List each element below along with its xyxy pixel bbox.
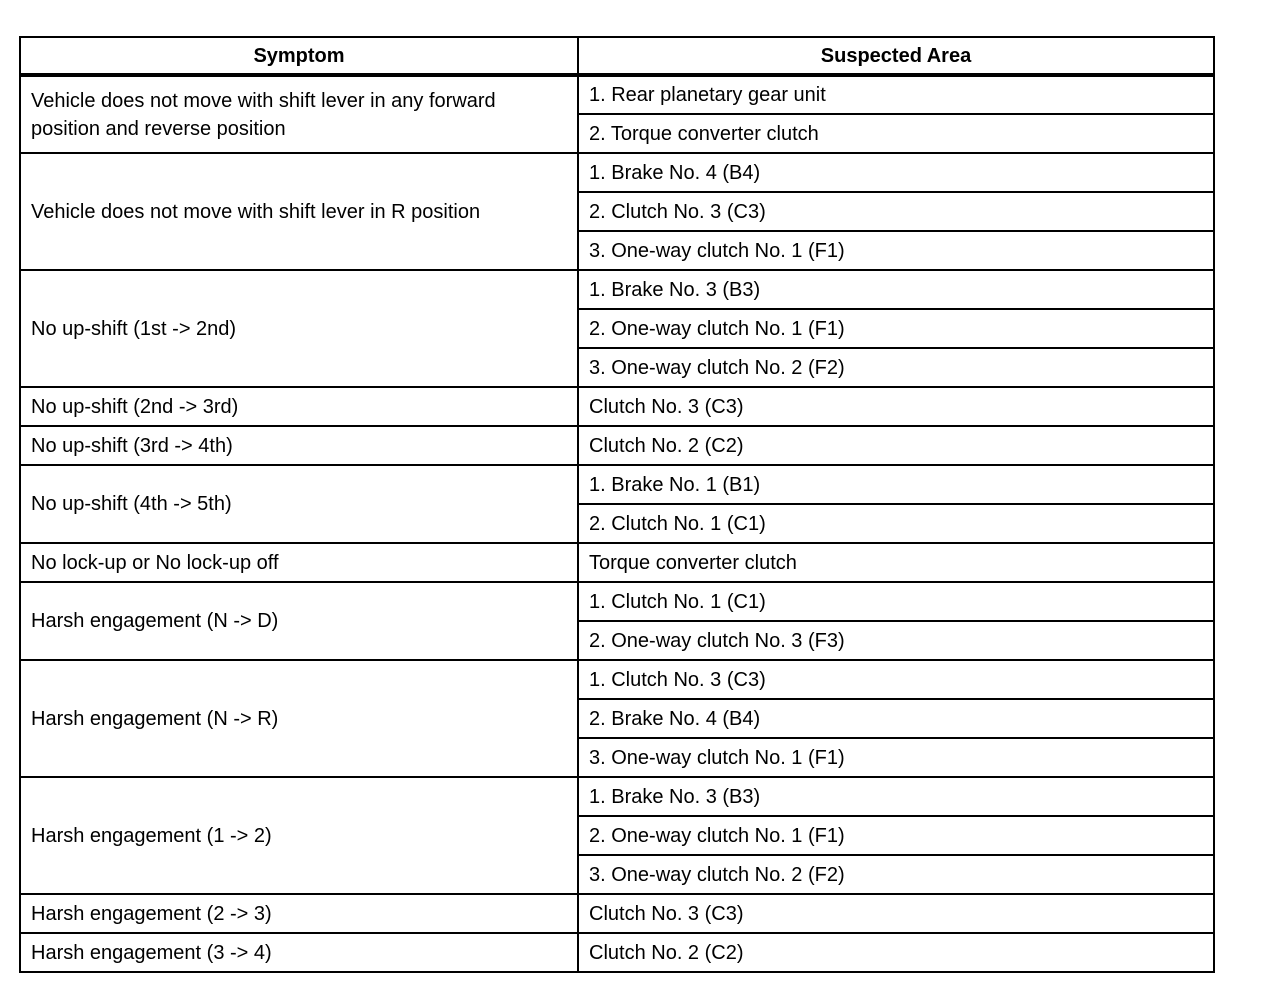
symptom-cell: No up-shift (1st -> 2nd) <box>20 270 578 387</box>
table-row <box>20 270 1214 309</box>
suspected-area-cell: 1. Brake No. 3 (B3) <box>578 777 1214 816</box>
symptom-cell: No up-shift (2nd -> 3rd) <box>20 387 578 426</box>
table-row <box>20 465 1214 504</box>
suspected-area-cell: 1. Clutch No. 3 (C3) <box>578 660 1214 699</box>
symptom-cell: No up-shift (3rd -> 4th) <box>20 426 578 465</box>
suspected-area-cell: 2. One-way clutch No. 1 (F1) <box>578 816 1214 855</box>
suspected-area-cell: 3. One-way clutch No. 1 (F1) <box>578 738 1214 777</box>
suspected-area-cell: 1. Clutch No. 1 (C1) <box>578 582 1214 621</box>
suspected-area-cell: 3. One-way clutch No. 2 (F2) <box>578 348 1214 387</box>
suspected-area-cell: 2. Brake No. 4 (B4) <box>578 699 1214 738</box>
symptom-cell: Harsh engagement (N -> R) <box>20 660 578 777</box>
symptom-cell: Vehicle does not move with shift lever in any forward position and reverse position <box>20 75 578 153</box>
table-row <box>20 777 1214 816</box>
suspected-area-cell: 1. Rear planetary gear unit <box>578 75 1214 114</box>
header-row <box>20 37 1214 75</box>
table-row <box>20 153 1214 192</box>
symptom-cell: Harsh engagement (3 -> 4) <box>20 933 578 972</box>
suspected-area-cell: 3. One-way clutch No. 1 (F1) <box>578 231 1214 270</box>
suspected-area-cell: Clutch No. 2 (C2) <box>578 426 1214 465</box>
table-row <box>20 933 1214 972</box>
symptom-cell: No lock-up or No lock-up off <box>20 543 578 582</box>
suspected-area-cell: 1. Brake No. 3 (B3) <box>578 270 1214 309</box>
suspected-area-cell: 2. One-way clutch No. 1 (F1) <box>578 309 1214 348</box>
suspected-area-cell: 3. One-way clutch No. 2 (F2) <box>578 855 1214 894</box>
table-row <box>20 660 1214 699</box>
suspected-area-cell: 2. Clutch No. 3 (C3) <box>578 192 1214 231</box>
symptom-cell: Harsh engagement (2 -> 3) <box>20 894 578 933</box>
symptom-column-header: Symptom <box>20 37 578 75</box>
suspected-area-cell: 2. One-way clutch No. 3 (F3) <box>578 621 1214 660</box>
table-row <box>20 543 1214 582</box>
table-row <box>20 426 1214 465</box>
table-row <box>20 582 1214 621</box>
symptom-cell: No up-shift (4th -> 5th) <box>20 465 578 543</box>
symptom-table <box>19 36 1215 973</box>
table-body <box>20 75 1214 972</box>
symptom-cell: Harsh engagement (N -> D) <box>20 582 578 660</box>
symptom-cell: Vehicle does not move with shift lever in R position <box>20 153 578 270</box>
suspected-area-cell: 2. Torque converter clutch <box>578 114 1214 153</box>
table-row <box>20 75 1214 114</box>
symptom-cell: Harsh engagement (1 -> 2) <box>20 777 578 894</box>
suspected-area-cell: 2. Clutch No. 1 (C1) <box>578 504 1214 543</box>
suspected-area-cell: Torque converter clutch <box>578 543 1214 582</box>
suspected-area-cell: Clutch No. 2 (C2) <box>578 933 1214 972</box>
suspected-area-cell: Clutch No. 3 (C3) <box>578 387 1214 426</box>
suspected-area-column-header: Suspected Area <box>578 37 1214 75</box>
suspected-area-cell: 1. Brake No. 4 (B4) <box>578 153 1214 192</box>
suspected-area-cell: Clutch No. 3 (C3) <box>578 894 1214 933</box>
table-row <box>20 387 1214 426</box>
suspected-area-cell: 1. Brake No. 1 (B1) <box>578 465 1214 504</box>
table-row <box>20 894 1214 933</box>
